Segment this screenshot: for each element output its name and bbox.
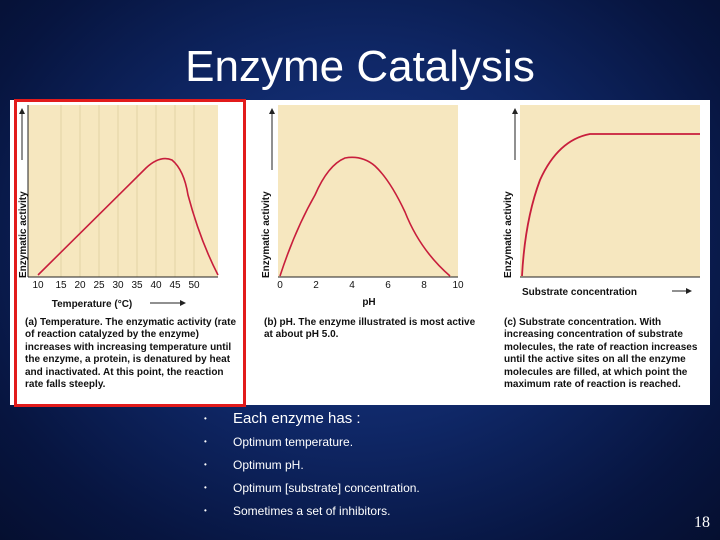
panel-a-tick: 10 — [32, 280, 44, 291]
panel-a-tick: 45 — [169, 280, 181, 291]
panel-b-plot-area — [278, 105, 458, 277]
panel-b-ylabel: Enzymatic activity — [261, 191, 272, 278]
panel-a-tick: 30 — [112, 280, 124, 291]
panel-ph — [261, 105, 464, 308]
slide-number: 18 — [694, 514, 710, 531]
bullet-icon: • — [204, 460, 207, 469]
bullet-icon: • — [204, 414, 207, 423]
panel-c-plot-area — [520, 105, 700, 277]
bullet-item — [196, 410, 696, 433]
bullet-text: Optimum [substrate] concentration. — [233, 481, 420, 495]
panel-a-caption-lead: (a) Temperature. — [25, 317, 103, 328]
panel-b-tick: 0 — [277, 280, 283, 291]
panel-substrate — [503, 105, 700, 298]
panel-c-caption-body: With increasing concentration of substrate molecules, the rate of reaction increases until the active sites on all the enzyme molecules are filled, at which point the maximum rate of reaction is reached. — [504, 317, 698, 391]
bullet-text: Sometimes a set of inhibitors. — [233, 504, 391, 518]
bullet-item — [196, 502, 696, 525]
panel-b-tick: 4 — [349, 280, 355, 291]
panel-a-tick: 35 — [131, 280, 143, 291]
panel-b-tick: 8 — [421, 280, 427, 291]
panel-c-caption — [504, 317, 704, 391]
bullet-icon: • — [204, 483, 207, 492]
temperature-highlight-box — [14, 99, 246, 407]
panel-c-xlabel: Substrate concentration — [522, 287, 638, 298]
bullet-text: Optimum temperature. — [233, 435, 354, 449]
panel-b-caption-lead: (b) pH. — [264, 317, 296, 328]
panel-a-tick: 50 — [188, 280, 200, 291]
panel-b-xlabel: pH — [362, 297, 376, 308]
bullet-text: Each enzyme has : — [233, 410, 361, 427]
panel-b-tick: 2 — [313, 280, 319, 291]
bullet-list — [196, 410, 696, 525]
panel-b-caption — [264, 317, 479, 342]
bullet-text: Optimum pH. — [233, 458, 304, 472]
panel-a-xlabel: Temperature (°C) — [51, 299, 133, 310]
panel-a-tick: 25 — [93, 280, 105, 291]
panel-a-tick: 40 — [150, 280, 162, 291]
panel-a-tick: 15 — [55, 280, 67, 291]
panel-b-tick: 10 — [452, 280, 464, 291]
panel-a-tick: 20 — [74, 280, 86, 291]
bullet-item — [196, 433, 696, 456]
bullet-item — [196, 479, 696, 502]
bullet-icon: • — [204, 506, 207, 515]
bullet-icon: • — [204, 437, 207, 446]
panel-b-tick: 6 — [385, 280, 391, 291]
bullet-item — [196, 456, 696, 479]
panel-c-caption-lead: (c) Substrate concentration. — [504, 317, 637, 328]
panel-a-ylabel: Enzymatic activity — [18, 191, 29, 278]
panel-b-caption-body: The enzyme illustrated is most active at about pH 5.0. — [264, 317, 476, 341]
panel-a-caption-body: The enzymatic activity (rate of reaction catalyzed by the enzyme) increases with increasing temperature until the enzyme, a protein, is denatured by heat and inactivated. At this point, the reaction rate falls steeply. — [25, 317, 237, 391]
panel-c-ylabel: Enzymatic activity — [503, 191, 514, 278]
slide-title: Enzyme Catalysis — [185, 42, 535, 91]
